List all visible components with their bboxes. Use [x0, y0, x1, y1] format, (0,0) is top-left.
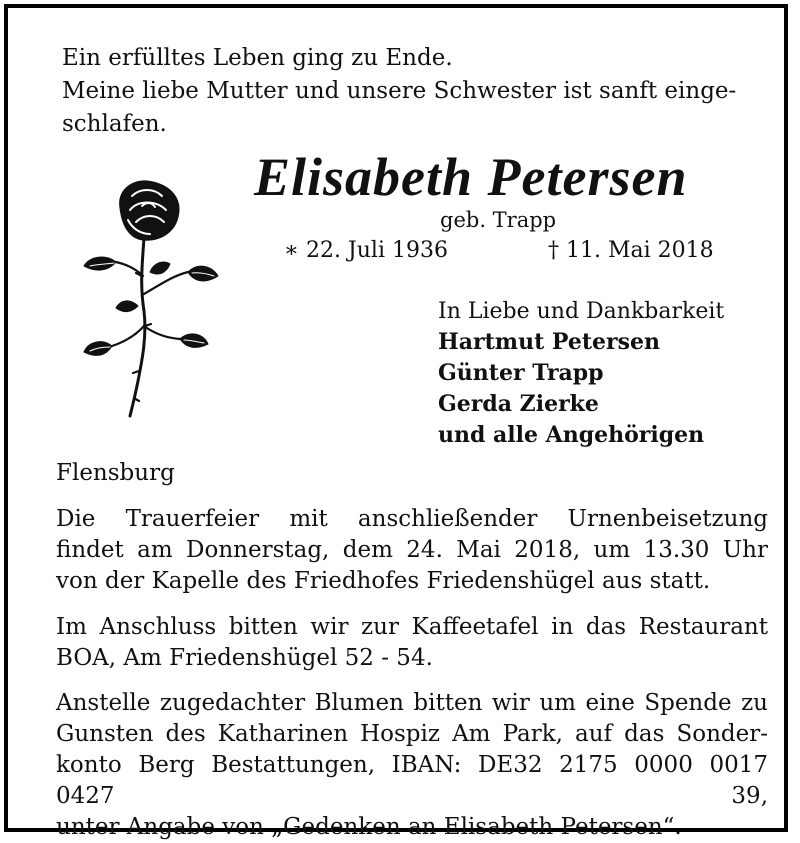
- paragraph-line: von der Kapelle des Friedhofes Friedenshügel aus statt.: [56, 568, 711, 594]
- mourner-name: Günter Trapp: [438, 360, 604, 386]
- death-date: † 11. Mai 2018: [548, 238, 714, 263]
- obituary-frame: [4, 4, 788, 840]
- paragraph-line: unter Angabe von „Gedenken an Elisabeth Petersen“.: [56, 814, 682, 840]
- intro-line: Meine liebe Mutter und unsere Schwester ist sanft einge-: [62, 78, 737, 104]
- intro-text: [62, 42, 762, 141]
- paragraph-line: konto Berg Bestattungen, IBAN: DE32 2175 0000 0017 0427 39,: [56, 752, 768, 809]
- paragraph-line: Gunsten des Katharinen Hospiz Am Park, auf das Sonder-: [56, 721, 768, 747]
- paragraph-line: BOA, Am Friedenshügel 52 - 54.: [56, 645, 433, 671]
- birth-date: ∗ 22. Juli 1936: [284, 238, 448, 263]
- donation-paragraph: [56, 688, 768, 843]
- place: Flensburg: [56, 460, 175, 486]
- mourner-name: Hartmut Petersen: [438, 329, 660, 355]
- paragraph-line: findet am Donnerstag, dem 24. Mai 2018, um 13.30 Uhr: [56, 537, 768, 563]
- rose-icon: [80, 176, 220, 421]
- intro-line: Ein erfülltes Leben ging zu Ende.: [62, 45, 453, 71]
- paragraph-line: Anstelle zugedachter Blumen bitten wir um eine Spende zu: [56, 690, 768, 716]
- paragraph-line: Im Anschluss bitten wir zur Kaffeetafel in das Restaurant: [56, 614, 768, 640]
- maiden-name: geb. Trapp: [440, 208, 557, 232]
- intro-line: schlafen.: [62, 111, 167, 137]
- reception-paragraph: [56, 612, 768, 674]
- funeral-paragraph: [56, 504, 768, 597]
- mourner-name: Gerda Zierke: [438, 391, 599, 417]
- paragraph-line: Die Trauerfeier mit anschließender Urnenbeisetzung: [56, 506, 768, 532]
- mourners-block: [438, 296, 778, 451]
- mourner-name: und alle Angehörigen: [438, 422, 705, 448]
- deceased-name: Elisabeth Petersen: [254, 147, 688, 207]
- mourners-intro: In Liebe und Dankbarkeit: [438, 299, 725, 324]
